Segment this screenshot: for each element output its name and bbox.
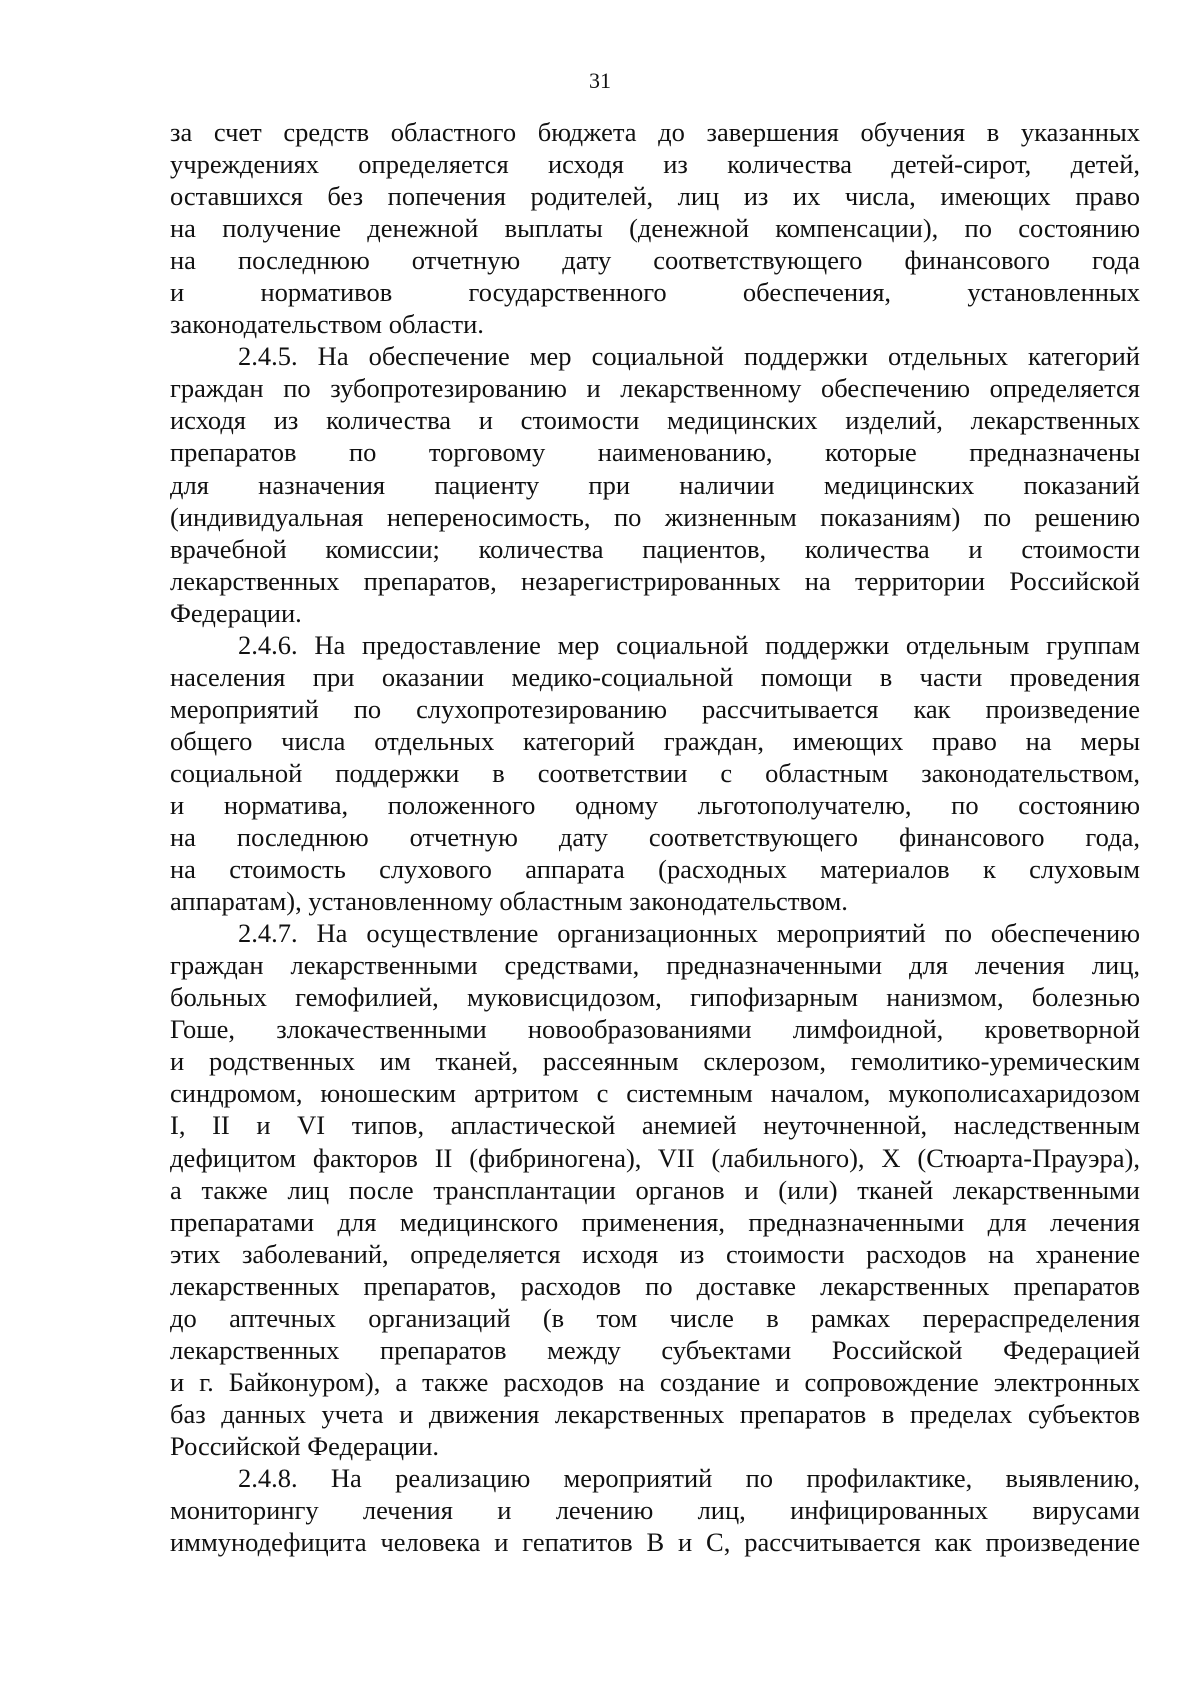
text-line: оставшихся без попечения родителей, лиц из их числа, имеющих право	[170, 181, 1140, 212]
text-line: и нормативов государственного обеспечения, установленных	[170, 277, 1140, 308]
text-line: и г. Байконуром), а также расходов на создание и сопровождение электронных	[170, 1366, 1140, 1397]
text-line: мероприятий по слухопротезированию рассчитывается как произведение	[170, 693, 1140, 724]
text-line: этих заболеваний, определяется исходя из стоимости расходов на хранение	[170, 1238, 1140, 1269]
text-line: синдромом, юношеским артритом с системным началом, мукополисахаридозом	[170, 1078, 1140, 1109]
text-line: населения при оказании медико-социальной помощи в части проведения	[170, 661, 1140, 692]
text-line: общего числа отдельных категорий граждан, имеющих право на меры	[170, 725, 1140, 756]
text-line: на последнюю отчетную дату соответствующего финансового года	[170, 245, 1140, 276]
text-line: и норматива, положенного одному льготополучателю, по состоянию	[170, 789, 1140, 820]
text-line: и родственных им тканей, рассеянным склерозом, гемолитико-уремическим	[170, 1046, 1140, 1077]
text-line: 2.4.5. На обеспечение мер социальной поддержки отдельных категорий	[238, 341, 1140, 372]
text-line: 2.4.7. На осуществление организационных мероприятий по обеспечению	[238, 918, 1140, 949]
text-line: аппаратам), установленному областным законодательством.	[170, 886, 848, 917]
text-line: лекарственных препаратов между субъектами Российской Федерацией	[170, 1334, 1140, 1365]
text-line: дефицитом факторов II (фибриногена), VII (лабильного), X (Стюарта-Прауэра),	[170, 1142, 1140, 1173]
document-body	[170, 116, 1140, 1558]
text-line: препаратами для медицинского применения, предназначенными для лечения	[170, 1206, 1140, 1237]
page-number: 31	[589, 68, 611, 93]
text-line: (индивидуальная непереносимость, по жизненным показаниям) по решению	[170, 501, 1140, 532]
text-line: Федерации.	[170, 597, 302, 628]
text-line: лекарственных препаратов, расходов по доставке лекарственных препаратов	[170, 1270, 1140, 1301]
text-line: социальной поддержки в соответствии с областным законодательством,	[170, 757, 1140, 788]
text-line: учреждениях определяется исходя из количества детей-сирот, детей,	[170, 149, 1140, 180]
text-line: лекарственных препаратов, незарегистрированных на территории Российской	[170, 565, 1140, 596]
text-line: 2.4.8. На реализацию мероприятий по профилактике, выявлению,	[238, 1462, 1140, 1493]
text-line: Российской Федерации.	[170, 1430, 439, 1461]
text-line: граждан лекарственными средствами, предназначенными для лечения лиц,	[170, 950, 1140, 981]
text-line: исходя из количества и стоимости медицинских изделий, лекарственных	[170, 405, 1140, 436]
text-line: на получение денежной выплаты (денежной компенсации), по состоянию	[170, 213, 1140, 244]
text-line: на стоимость слухового аппарата (расходных материалов к слуховым	[170, 854, 1140, 885]
text-line: за счет средств областного бюджета до завершения обучения в указанных	[170, 117, 1140, 147]
text-line: до аптечных организаций (в том числе в рамках перераспределения	[170, 1302, 1140, 1333]
text-line: Гоше, злокачественными новообразованиями лимфоидной, кроветворной	[170, 1014, 1140, 1045]
text-line: больных гемофилией, муковисцидозом, гипофизарным нанизмом, болезнью	[170, 982, 1140, 1013]
text-line: а также лиц после трансплантации органов и (или) тканей лекарственными	[170, 1174, 1140, 1205]
text-line: мониторингу лечения и лечению лиц, инфицированных вирусами	[170, 1495, 1140, 1526]
text-line: врачебной комиссии; количества пациентов, количества и стоимости	[170, 533, 1140, 564]
text-line: граждан по зубопротезированию и лекарственному обеспечению определяется	[170, 373, 1140, 404]
text-line: препаратов по торговому наименованию, которые предназначены	[170, 437, 1140, 468]
text-line: I, II и VI типов, апластической анемией неуточненной, наследственным	[170, 1110, 1140, 1141]
text-line: 2.4.6. На предоставление мер социальной поддержки отдельным группам	[238, 629, 1140, 660]
text-line: для назначения пациенту при наличии медицинских показаний	[170, 469, 1140, 500]
text-line: законодательством области.	[170, 309, 484, 340]
text-line: баз данных учета и движения лекарственных препаратов в пределах субъектов	[170, 1398, 1140, 1429]
text-line: иммунодефицита человека и гепатитов В и С, рассчитывается как произведение	[170, 1527, 1140, 1558]
text-line: на последнюю отчетную дату соответствующего финансового года,	[170, 822, 1140, 853]
